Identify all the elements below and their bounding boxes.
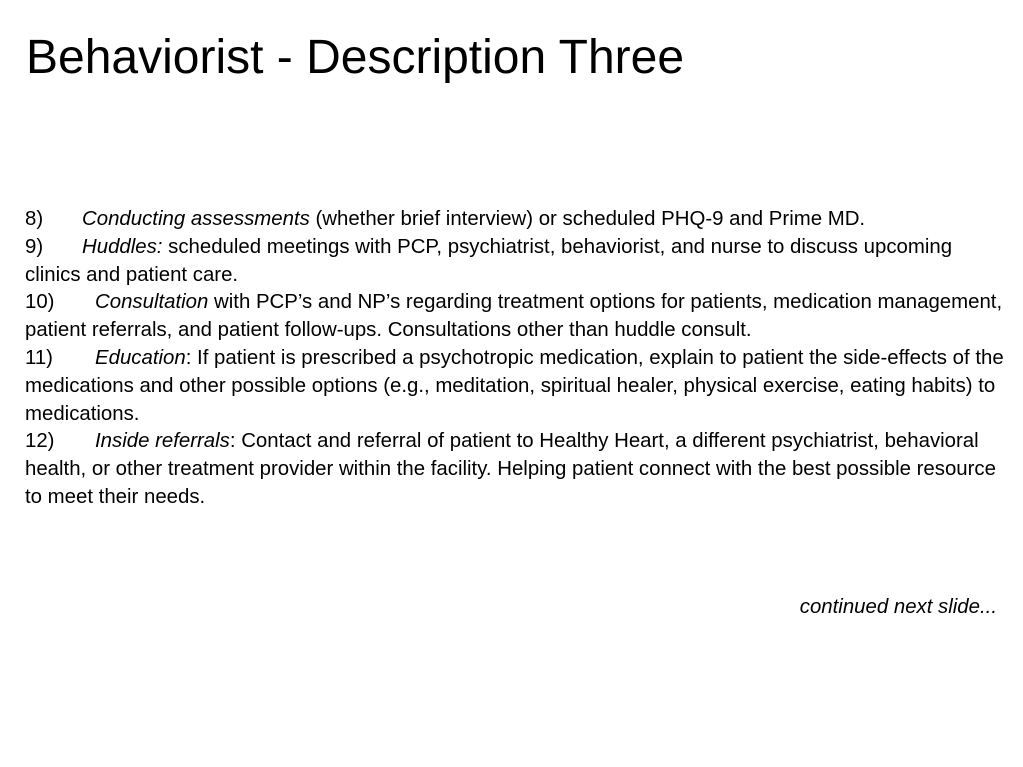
item-number: 10) bbox=[25, 291, 55, 314]
list-item bbox=[25, 289, 1005, 345]
list-item bbox=[25, 428, 1005, 511]
item-text: (whether brief interview) or scheduled PHQ-9 and Prime MD. bbox=[309, 208, 866, 230]
item-text: : Contact and referral of patient to Healthy Heart, a different psychiatrist, behavioral health, or other treatment provider within the facility. Helping patient connect with the best possible resource to meet their needs. bbox=[25, 430, 996, 508]
item-text: with PCP’s and NP’s regarding treatment options for patients, medication management, patient referrals, and patient follow-ups. Consultations other than huddle consult. bbox=[25, 291, 1003, 342]
item-text: : If patient is prescribed a psychotropic medication, explain to patient the side-effects of the medications and other possible options (e.g., meditation, spiritual healer, physical exercise, eating habits) to medications. bbox=[25, 346, 1004, 425]
item-text: scheduled meetings with PCP, psychiatrist, behaviorist, and nurse to discuss upcoming clinics and patient care. bbox=[25, 235, 953, 286]
list-item bbox=[25, 345, 1005, 428]
item-term: Huddles: bbox=[82, 235, 163, 258]
item-number: 8) bbox=[25, 208, 44, 230]
item-term: Consultation bbox=[95, 291, 209, 314]
item-number: 9) bbox=[25, 235, 44, 258]
continued-note: continued next slide... bbox=[799, 596, 997, 618]
item-term: Conducting assessments bbox=[82, 208, 310, 230]
item-term: Education bbox=[95, 346, 186, 369]
slide-body bbox=[25, 206, 1005, 512]
item-term: Inside referrals bbox=[95, 430, 230, 453]
item-number: 12) bbox=[25, 430, 55, 453]
item-number: 11) bbox=[25, 346, 53, 369]
list-item bbox=[25, 206, 1005, 234]
list-item bbox=[25, 234, 1005, 290]
slide-title: Behaviorist - Description Three bbox=[26, 31, 685, 84]
